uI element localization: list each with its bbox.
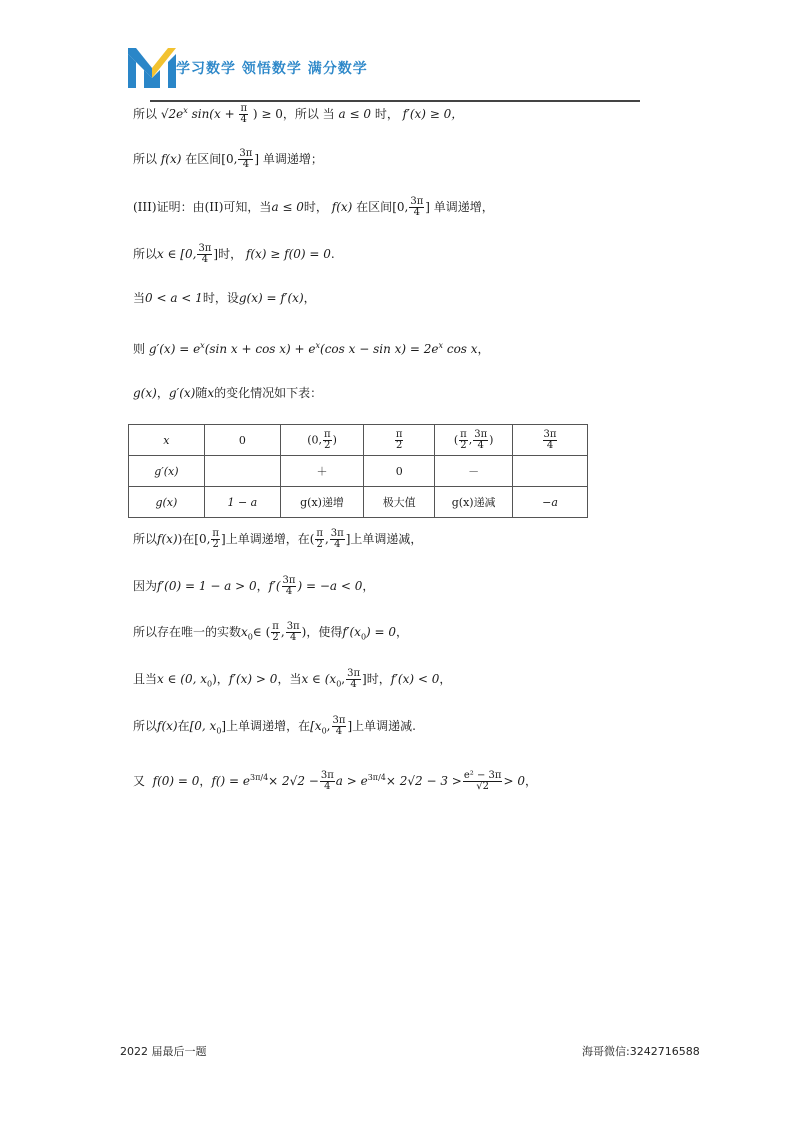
table-cell: g′(x) bbox=[129, 456, 205, 487]
table-cell: g(x)递增 bbox=[280, 487, 363, 518]
table-cell: g(x)递减 bbox=[435, 487, 513, 518]
footer-right-text: 海哥微信:3242716588 bbox=[582, 1045, 700, 1058]
table-cell: 1 − a bbox=[204, 487, 280, 518]
table-cell: x bbox=[129, 425, 205, 456]
text-line-10: 所以存在唯一的实数$x_0\in$ ( $\frac{\pi}{2}$ , $\frac{3\pi}{4}$ )，使得$f'(x_0) = 0$， bbox=[133, 621, 409, 643]
table-row bbox=[129, 456, 588, 487]
table-cell: 0 bbox=[204, 425, 280, 456]
header-slogan: 学习数学 领悟数学 满分数学 bbox=[176, 61, 368, 77]
table-cell: −a bbox=[513, 487, 588, 518]
text-line-9: 因为f′(0) = 1 − a > 0，f′( $\frac{3\pi}{4}$ ) = −a < 0， bbox=[133, 575, 375, 597]
logo-icon bbox=[126, 44, 178, 90]
table-cell: $\frac{\pi}{2}$ bbox=[364, 425, 435, 456]
text-line-2: 所以 f(x) 在区间[0, $\frac{3\pi}{4}$ ] 单调递增； bbox=[133, 148, 323, 170]
text-line-1: 所以 $√2e^x$ sin(x + $\frac{\pi}{4}$ ) ≥ 0，所以 当 a ≤ 0 时， f′(x) ≥ 0， bbox=[133, 103, 464, 125]
text-line-4: 所以x ∈ [0, $\frac{3\pi}{4}$ ]时， f(x) ≥ f(0) = 0. bbox=[133, 243, 335, 265]
text-line-6: 则 $g'(x) = e^x(\sin$ $x + \cos x) + e^x(\cos$ $x - \sin x) = 2e^x$ cos x， bbox=[133, 341, 490, 356]
footer-left-text: 2022 届最后一题 bbox=[120, 1045, 207, 1058]
table-cell: ( $\frac{\pi}{2}$ , $\frac{3\pi}{4}$ ) bbox=[435, 425, 513, 456]
table-cell: － bbox=[435, 456, 513, 487]
header-divider bbox=[150, 100, 640, 102]
text-line-11: 且当x ∈ (0, $x_0$)，f′(x) > 0，当x ∈ ($x_0$, $\frac{3\pi}{4}$ ]时，f′(x) < 0， bbox=[133, 668, 452, 690]
table-cell: ＋ bbox=[280, 456, 363, 487]
table-cell: g(x) bbox=[129, 487, 205, 518]
table-row bbox=[129, 425, 588, 456]
text-line-8: 所以f(x))在[0, $\frac{\pi}{2}$ ]上单调递增，在( $\frac{\pi}{2}$ , $\frac{3\pi}{4}$ ]上单调递减， bbox=[133, 528, 423, 550]
text-line-13: 又 f(0) = 0，$f() = e^{3\pi/4}\times 2√2$ − $\frac{3\pi}{4}$ $a > e^{3\pi/4}\times 2√2 - 3$ > $\frac{\text{e² − 3π}}{√2}$ > 0， bbox=[133, 770, 537, 792]
table-row bbox=[129, 487, 588, 518]
table-cell: (0, $\frac{\pi}{2}$ ) bbox=[280, 425, 363, 456]
table-cell: 极大值 bbox=[364, 487, 435, 518]
table-cell bbox=[204, 456, 280, 487]
variation-table bbox=[128, 424, 588, 518]
table-cell: $\frac{3\pi}{4}$ bbox=[513, 425, 588, 456]
text-line-3: (III)证明：由(II)可知，当a ≤ 0时， f(x) 在区间[0, $\frac{3\pi}{4}$ ] 单调递增， bbox=[133, 196, 494, 218]
text-line-12: 所以f(x)在[0, $x_0$]上单调递增，在[$x_0$, $\frac{3\pi}{4}$ ]上单调递减. bbox=[133, 715, 416, 737]
text-line-5: 当0 < a < 1时，设g(x) = f′(x)， bbox=[133, 291, 316, 305]
text-line-7: g(x)，g′(x)随x的变化情况如下表： bbox=[133, 386, 323, 400]
table-cell: 0 bbox=[364, 456, 435, 487]
table-cell bbox=[513, 456, 588, 487]
